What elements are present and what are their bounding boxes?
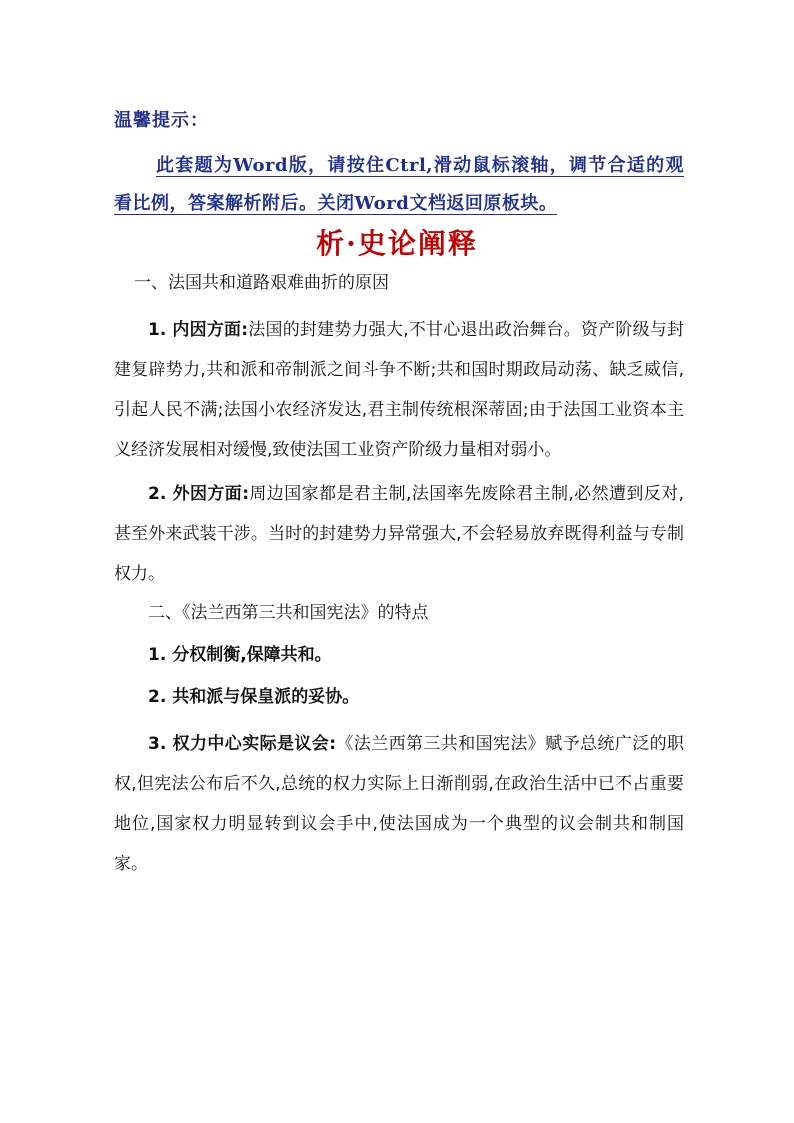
paragraph-text: 周边国家都是君主制,法国率先废除君主制,必然遭到反对,甚至外来武装干涉。当时的封建势力异常强大,不会轻易放弃既得利益与专制权力。: [114, 484, 684, 584]
feature-item-2: 2. 共和派与保皇派的妥协。: [148, 687, 360, 707]
paragraph-label: 2. 外因方面:: [148, 484, 249, 504]
paragraph-internal-causes: [114, 310, 684, 470]
paragraph-parliament: [114, 724, 684, 884]
tip-body: [114, 147, 684, 223]
main-content: [114, 268, 684, 888]
paragraph-label: 3. 权力中心实际是议会:: [148, 734, 336, 754]
paragraph-text: 《法兰西第三共和国宪法》赋予总统广泛的职权,但宪法公布后不久,总统的权力实际上日渐削弱,在政治生活中已不占重要地位,国家权力明显转到议会手中,使法国成为一个典型的议会制共和制国家。: [114, 734, 684, 874]
section-title-2: 二、《法兰西第三共和国宪法》的特点: [148, 603, 429, 623]
section-title-1: 一、法国共和道路艰难曲折的原因: [134, 273, 389, 293]
tip-title: 温馨提示：: [114, 110, 209, 131]
tip-body-text: 此套题为Word版，请按住Ctrl,滑动鼠标滚轴，调节合适的观看比例，答案解析附后。关闭Word文档返回原板块。: [114, 155, 684, 214]
paragraph-label: 1. 内因方面:: [148, 320, 249, 340]
paragraph-external-causes: [114, 474, 684, 594]
paragraph-text: 法国的封建势力强大,不甘心退出政治舞台。资产阶级与封建复辟势力,共和派和帝制派之间斗争不断;共和国时期政局动荡、缺乏威信,引起人民不满;法国小农经济发达,君主制传统根深蒂固;由于法国工业资本主义经济发展相对缓慢,致使法国工业资产阶级力量相对弱小。: [114, 320, 684, 460]
feature-item-1: 1. 分权制衡,保障共和。: [148, 645, 332, 665]
section-heading: 析·史论阐释: [316, 227, 478, 260]
